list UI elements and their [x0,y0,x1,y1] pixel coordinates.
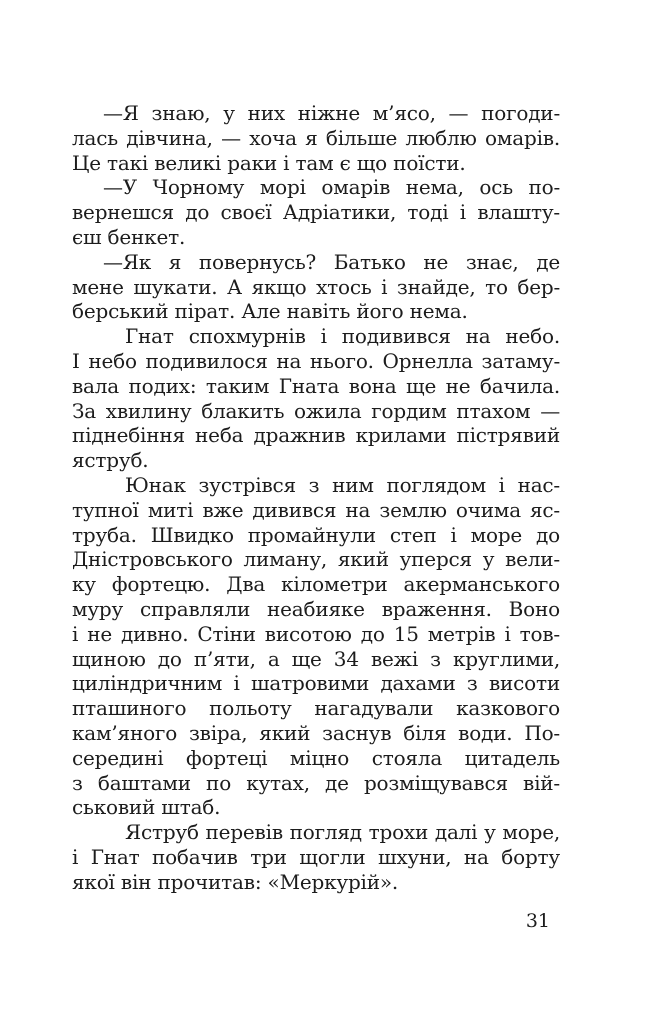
paragraph [72,820,560,894]
text-line: лась дівчина, — хоча я більше люблю омарів. [72,125,560,150]
text-line: єш бенкет. [72,224,186,249]
text-line: циліндричним і шатровими дахами з висоти [72,671,560,696]
text-line: Гнат спохмурнів і подивився на небо. [125,324,560,349]
text-line: За хвилину блакить ожила гордим птахом — [72,398,560,423]
text-line: кам’яного звіра, який заснув біля води. По- [72,720,560,745]
text-line: труба. Швидко промайнули степ і море до [72,522,560,547]
text-line: піднебіння неба дражнив крилами пістрявий [72,423,560,448]
text-line: яструб. [72,448,149,473]
text-line: і не дивно. Стіни висотою до 15 метрів і тов- [72,621,560,646]
text-line: ку фортецю. Два кілометри акерманського [72,572,560,597]
page-text-block [72,101,560,895]
text-line: тупної миті вже дивився на землю очима яс- [72,497,560,522]
text-line: —У Чорному морі омарів нема, ось по- [103,175,560,200]
text-line: Дністровського лиману, який уперся у вели- [72,547,560,572]
text-line: пташиного польоту нагадували казкового [72,696,560,721]
text-line: —Я знаю, у них ніжне м’ясо, — погоди- [103,101,560,125]
paragraph [72,175,560,249]
text-line: берський пірат. Але навіть його нема. [72,299,468,324]
page-number: 31 [525,910,550,932]
text-line: Юнак зустрівся з ним поглядом і нас- [125,472,560,497]
text-line: вала подих: таким Гната вона ще не бачила. [72,373,560,398]
text-line: ськовий штаб. [72,795,221,820]
paragraph [72,473,560,820]
text-line: щиною до п’яти, а ще 34 вежі з круглими, [72,646,560,671]
text-line: вернешся до своєї Адріатики, тоді і влашту- [72,200,560,225]
paragraph [72,250,560,324]
text-line: середині фортеці міцно стояла цитадель [72,745,560,770]
text-line: Це такі великі раки і там є що поїсти. [72,150,466,175]
text-line: з баштами по кутах, де розміщувався вій- [72,770,560,795]
paragraph [72,101,560,175]
text-line: —Як я повернусь? Батько не знає, де [103,249,560,274]
text-line: якої він прочитав: «Меркурій». [72,869,399,894]
text-line: мене шукати. А якщо хтось і знайде, то бер- [72,274,560,299]
text-line: Яструб перевів погляд трохи далі у море, [125,820,560,845]
paragraph [72,324,560,473]
text-line: муру справляли неабияке враження. Воно [72,596,560,621]
text-line: і Гнат побачив три щогли шхуни, на борту [72,844,560,869]
text-line: І небо подивилося на нього. Орнелла затаму- [72,348,560,373]
